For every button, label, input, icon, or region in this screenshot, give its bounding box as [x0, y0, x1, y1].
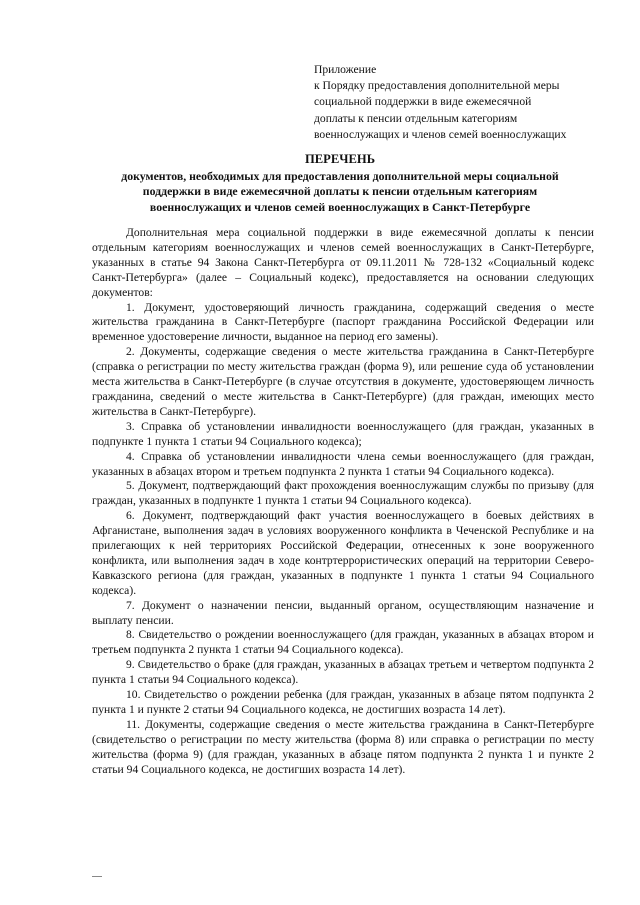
list-item-2: 2. Документы, содержащие сведения о месте жительства гражданина в Санкт-Петербурге (справка о регистрации по месту жительства граждан (форма 9), или решение суда об установлении места жительства в Санкт-Петербурге (в случае отсутствия в документе, удостоверяющем личность гражданина, сведений о месте жительства в Санкт-Петербурге) (для граждан, имеющих место жительства в Санкт-Петербурге).: [92, 345, 594, 418]
document-heading: [60, 152, 620, 215]
appendix-line: военнослужащих и членов семей военнослужащих: [314, 127, 567, 141]
list-item-9: 9. Свидетельство о браке (для граждан, указанных в абзацах третьем и четвертом подпункта 2 пункта 1 статьи 94 Социального кодекса).: [92, 658, 594, 687]
appendix-line: доплаты к пенсии отдельным категориям: [314, 111, 518, 125]
heading-line: поддержки в виде ежемесячной доплаты к пенсии отдельным категориям: [142, 184, 538, 199]
footer-dash: [92, 876, 102, 877]
list-item-3: 3. Справка об установлении инвалидности военнослужащего (для граждан, указанных в подпункте 1 пункта 1 статьи 94 Социального кодекса);: [92, 419, 594, 448]
appendix-line: к Порядку предоставления дополнительной меры: [314, 79, 560, 93]
list-item-4: 4. Справка об установлении инвалидности члена семьи военнослужащего (для граждан, указанных в абзацах втором и третьем подпункта 2 пункта 1 статьи 94 Социального кодекса).: [92, 449, 594, 478]
appendix-block: [314, 62, 614, 143]
heading-line: военнослужащих и членов семей военнослужащих в Санкт-Петербурге: [149, 199, 531, 214]
appendix-line: социальной поддержки в виде ежемесячной: [314, 95, 532, 109]
heading-line: документов, необходимых для предоставления дополнительной меры социальной: [121, 168, 559, 183]
document-body: [92, 226, 594, 778]
list-item-6: 6. Документ, подтверждающий факт участия военнослужащего в боевых действиях в Афганистане, выполнения задач в условиях вооруженного конфликта в Чеченской Республике и на прилегающих к ней территориях Российской Федерации, отнесенных к зоне вооруженного конфликта, или выполнения задач в ходе контртеррористических операций на территории Северо-Кавказского региона (для граждан, указанных в подпункте 1 пункта 1 статьи 94 Социального кодекса).: [92, 509, 594, 597]
intro-paragraph: Дополнительная мера социальной поддержки в виде ежемесячной доплаты к пенсии отдельным категориям военнослужащих и членов семей военнослужащих в Санкт-Петербурге, указанных в статье 94 Закона Санкт-Петербурга от 09.11.2011 № 728-132 «Социальный кодекс Санкт-Петербурга» (далее – Социальный кодекс), предоставляется на основании следующих документов:: [92, 226, 594, 299]
list-item-8: 8. Свидетельство о рождении военнослужащего (для граждан, указанных в абзацах втором и третьем подпункта 2 пункта 1 статьи 94 Социального кодекса).: [92, 628, 594, 657]
list-item-7: 7. Документ о назначении пенсии, выданный органом, осуществляющим назначение и выплату пенсии.: [92, 598, 594, 627]
list-item-11: 11. Документы, содержащие сведения о месте жительства гражданина в Санкт-Петербурге (свидетельство о регистрации по месту жительства (форма 8) или справка о регистрации по месту жительства (форма 9) (для граждан, указанных в абзаце пятом подпункта 2 пункта 1 и пункте 2 статьи 94 Социального кодекса, не достигших возраста 14 лет).: [92, 717, 594, 776]
document-title: ПЕРЕЧЕНЬ: [304, 152, 376, 166]
appendix-line: Приложение: [314, 63, 377, 76]
list-item-10: 10. Свидетельство о рождении ребенка (для граждан, указанных в абзаце пятом подпункта 2 пункта 1 и пункте 2 статьи 94 Социального кодекса, не достигших возраста 14 лет).: [92, 688, 594, 716]
list-item-1: 1. Документ, удостоверяющий личность гражданина, содержащий сведения о месте жительства гражданина в Санкт-Петербурге (паспорт гражданина Российской Федерации или временное удостоверение личности, выданное на период его замены).: [92, 300, 594, 344]
list-item-5: 5. Документ, подтверждающий факт прохождения военнослужащим службы по призыву (для граждан, указанных в подпункте 1 пункта 1 статьи 94 Социального кодекса).: [92, 479, 594, 508]
